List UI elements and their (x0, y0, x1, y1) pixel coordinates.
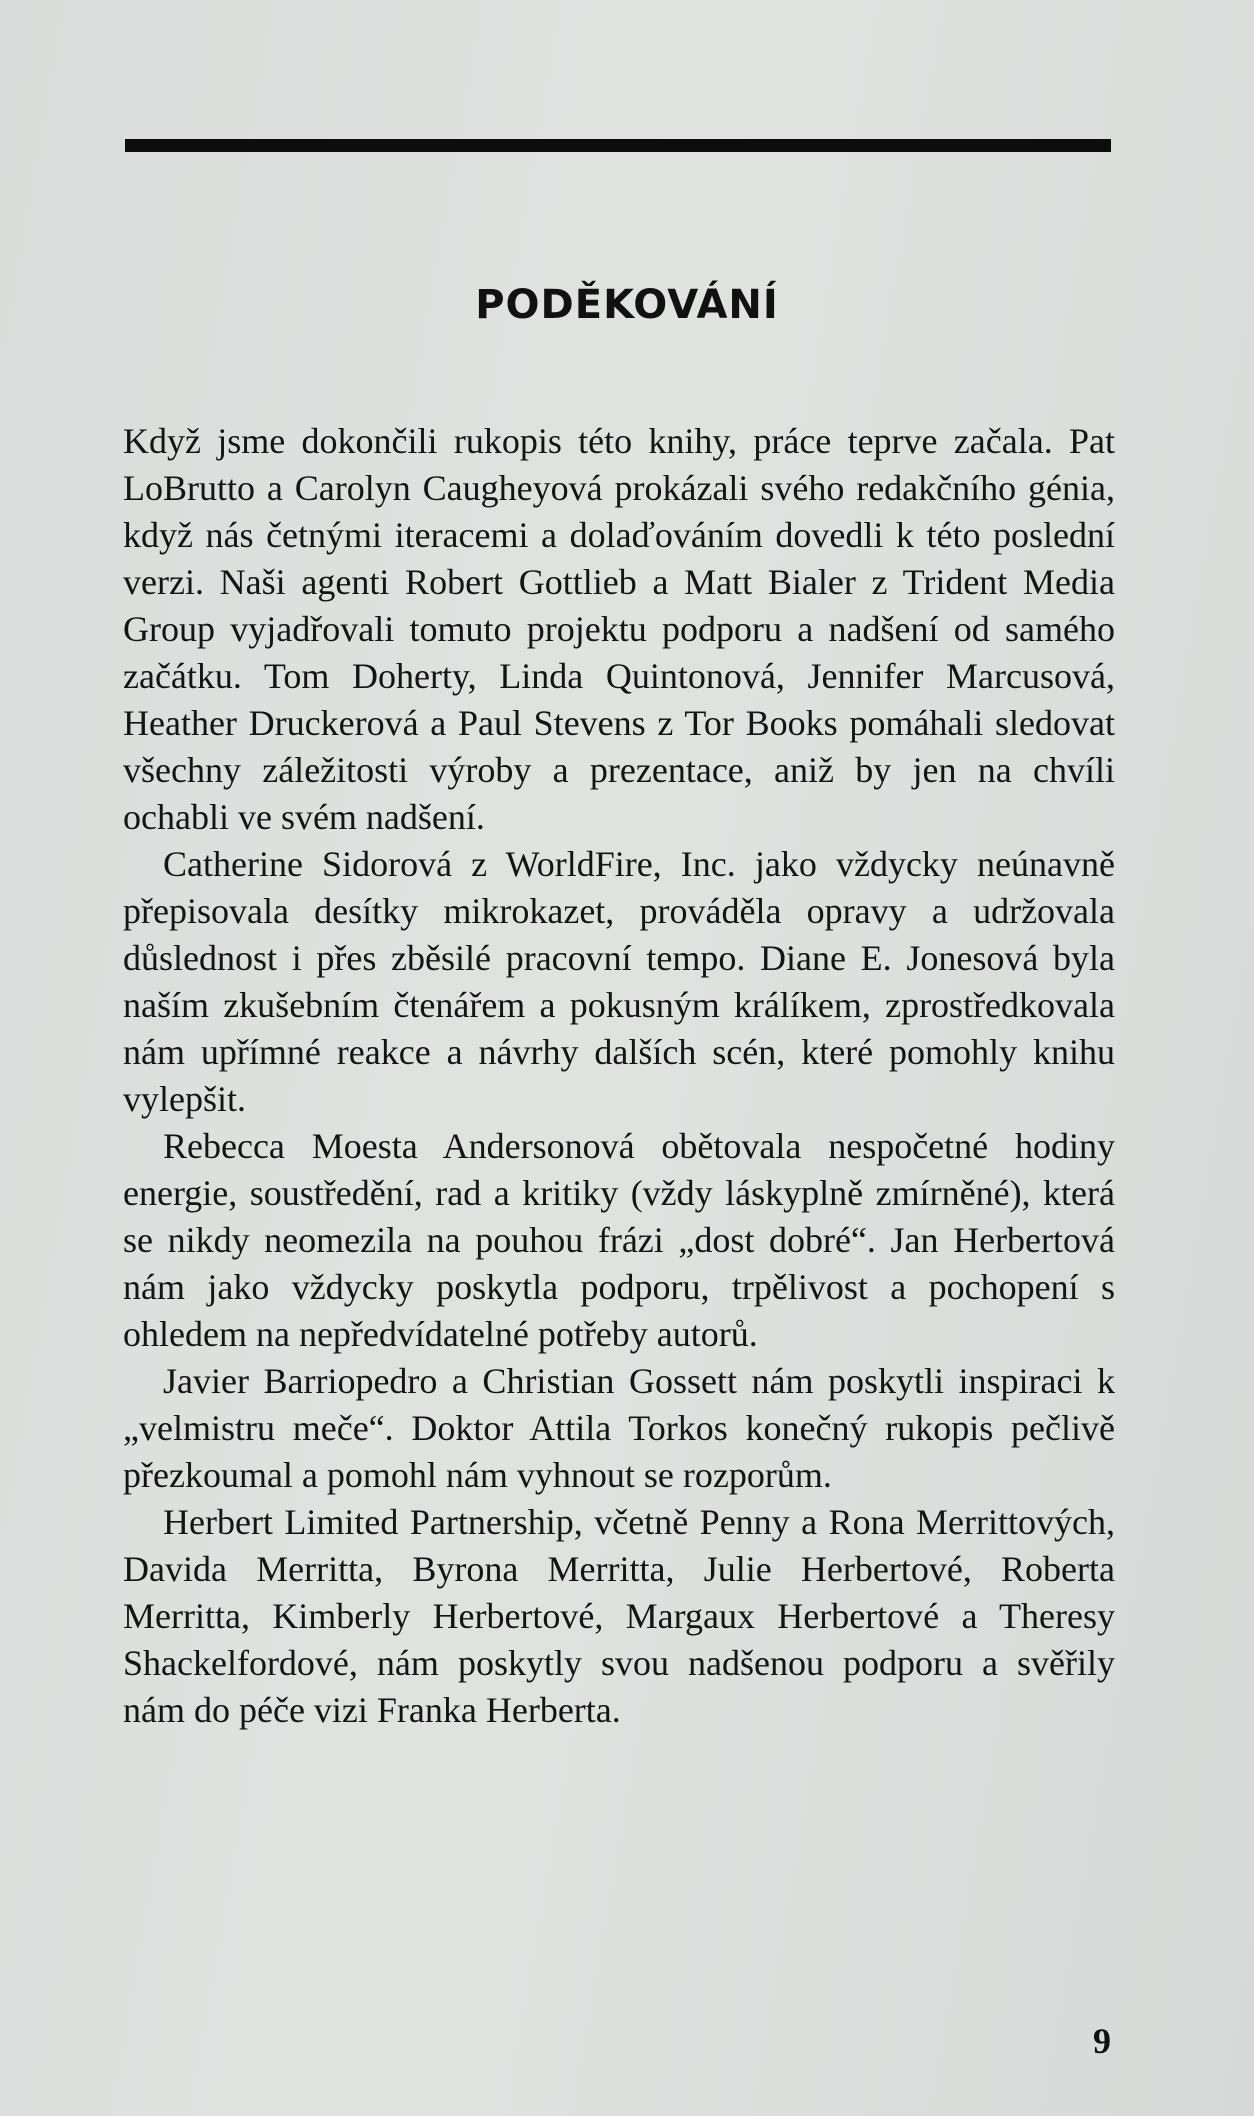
page-number: 9 (1093, 2021, 1111, 2061)
paragraph-4: Javier Barriopedro a Christian Gossett nám poskytli inspiraci k „velmistru meče“. Doktor Attila Torkos konečný rukopis pečlivě přezkoumal a pomohl nám vyhnout se rozporům. (123, 1361, 1115, 1495)
paragraph-2: Catherine Sidorová z WorldFire, Inc. jako vždycky neúnavně přepisovala desítky mikrokazet, prováděla opravy a udržovala důslednost i přes zběsilé pracovní tempo. Diane E. Jonesová byla naším zkušebním čtenářem a pokusným králíkem, zprostředkovala nám upřímné reakce a návrhy dalších scén, které pomohly knihu vylepšit. (123, 844, 1115, 1119)
paragraph-3: Rebecca Moesta Andersonová obětovala nespočetné hodiny energie, soustředění, rad a kritiky (vždy láskyplně zmírněné), která se nikdy neomezila na pouhou frázi „dost dobré“. Jan Herbertová nám jako vždycky poskytla podporu, trpělivost a pochopení s ohledem na nepředvídatelné potřeby autorů. (123, 1126, 1115, 1354)
body-text (123, 418, 1115, 1734)
paragraph-5: Herbert Limited Partnership, včetně Penny a Rona Merrittových, Davida Merritta, Byrona Merritta, Julie Herbertové, Roberta Merritta, Kimberly Herbertové, Margaux Herbertové a Theresy Shackelfordové, nám poskytly svou nadšenou podporu a svěřily nám do péče vizi Franka Herberta. (123, 1502, 1115, 1730)
chapter-heading: PODĚKOVÁNÍ (475, 282, 779, 328)
paragraph-1: Když jsme dokončili rukopis této knihy, práce teprve začala. Pat LoBrutto a Carolyn Caugheyová prokázali svého redakčního génia, když nás četnými iteracemi a dolaďováním dovedli k této poslední verzi. Naši agenti Robert Gottlieb a Matt Bialer z Trident Media Group vyjadřovali tomuto projektu podporu a nadšení od samého začátku. Tom Doherty, Linda Quintonová, Jennifer Marcusová, Heather Druckerová a Paul Stevens z Tor Books pomáhali sledovat všechny záležitosti výroby a prezentace, aniž by jen na chvíli ochabli ve svém nadšení. (123, 421, 1115, 837)
top-rule (125, 139, 1111, 152)
